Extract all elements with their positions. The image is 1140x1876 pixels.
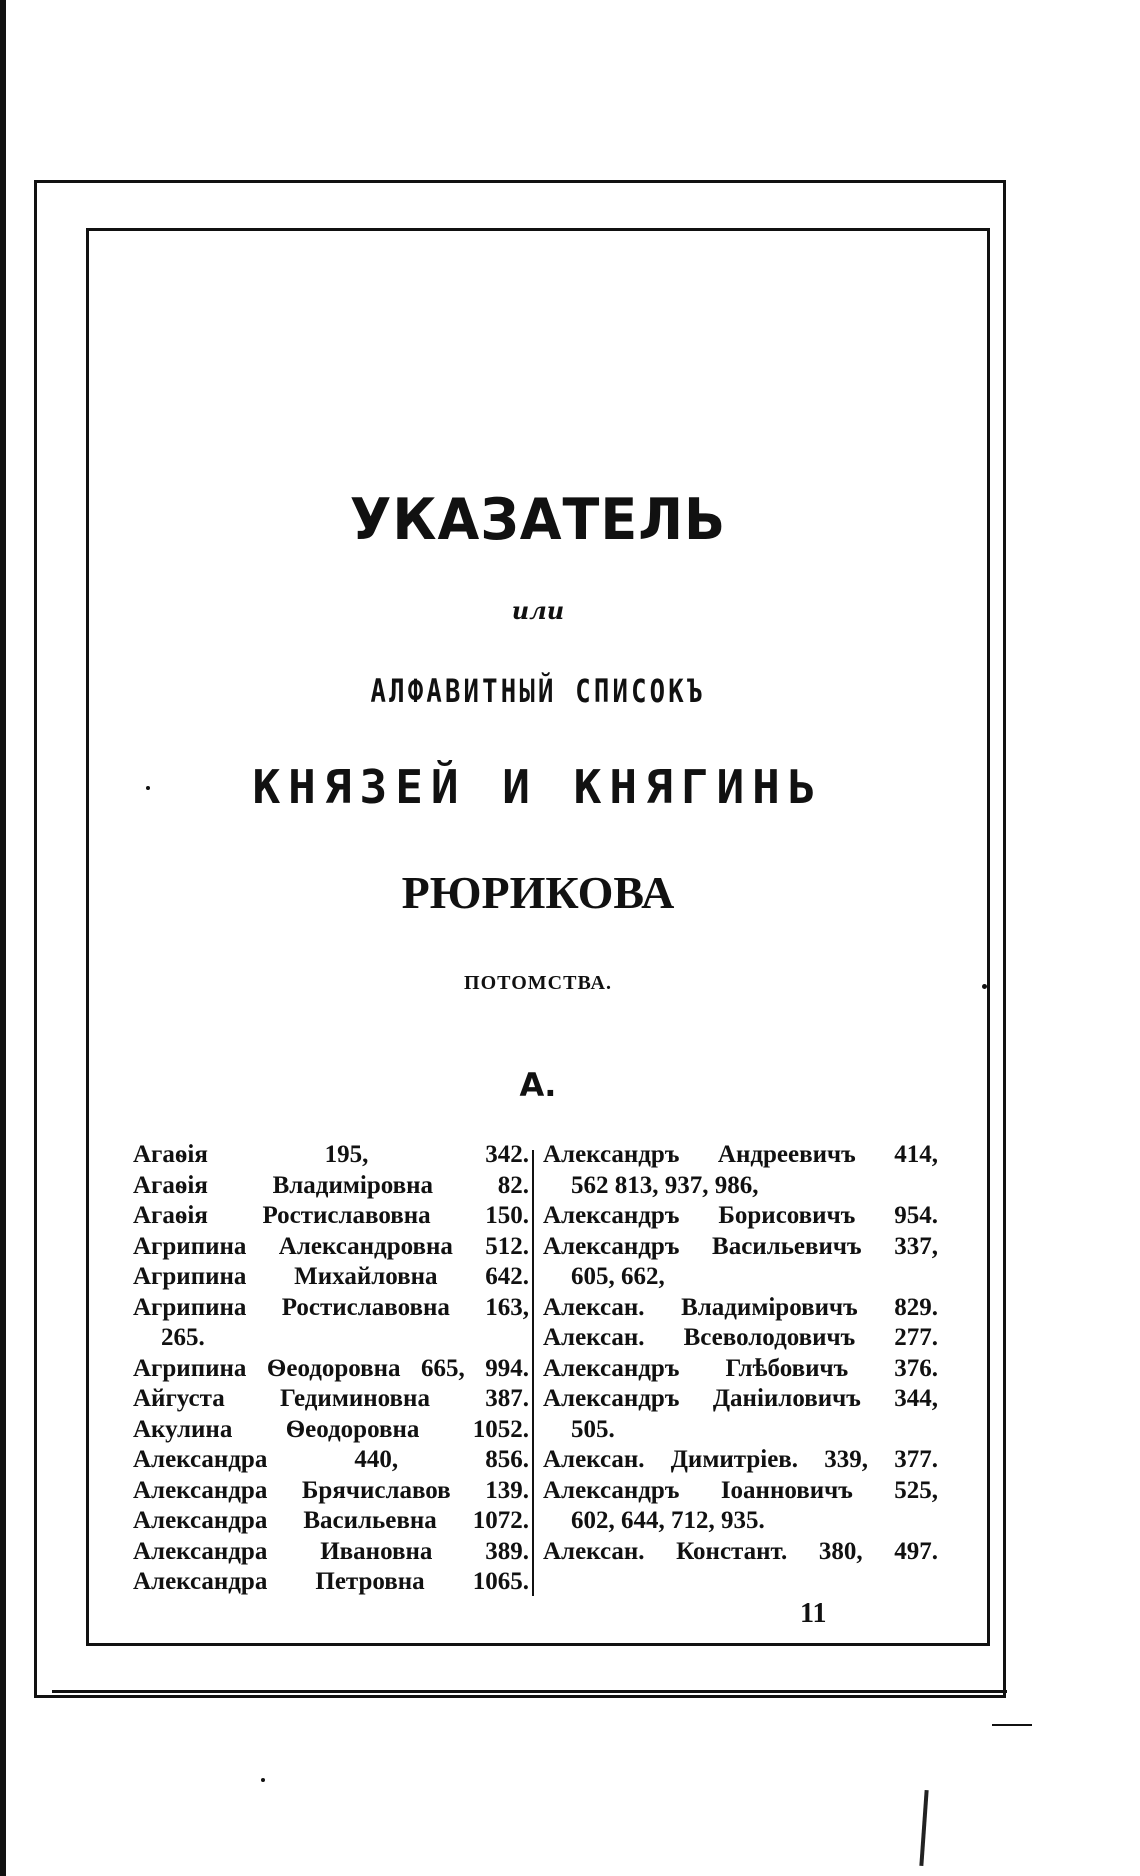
index-entry xyxy=(133,1354,529,1385)
index-entry xyxy=(543,1232,938,1293)
index-entry xyxy=(133,1140,529,1171)
index-entry-line: Агрипина Михайловна 642. xyxy=(133,1263,529,1290)
title-main: УКАЗАТЕЛЬ xyxy=(349,486,727,553)
index-entry xyxy=(543,1293,938,1324)
index-entry-line: Агаѳія 195, 342. xyxy=(133,1141,529,1168)
index-entry xyxy=(133,1567,529,1598)
index-entry-line: Александръ Борисовичъ 954. xyxy=(543,1202,938,1229)
section-letter: А. xyxy=(519,1066,557,1104)
index-entry xyxy=(543,1445,938,1476)
index-entry-line: Александръ Андреевичъ 414, xyxy=(543,1141,938,1168)
index-entry xyxy=(133,1445,529,1476)
index-entry xyxy=(133,1262,529,1293)
index-entry xyxy=(543,1140,938,1201)
index-entry xyxy=(543,1537,938,1568)
index-entry xyxy=(133,1415,529,1446)
index-entry-line: Агрипина Ѳеодоровна 665, 994. xyxy=(133,1354,529,1382)
index-entry-line: Агрипина Ростиславовна 163, xyxy=(133,1293,529,1321)
index-entry xyxy=(133,1201,529,1232)
index-entry xyxy=(133,1384,529,1415)
scan-speck xyxy=(261,1778,265,1782)
index-entry-line: Агаѳія Ростиславовна 150. xyxy=(133,1202,529,1229)
margin-ink-mark xyxy=(919,1790,928,1866)
index-entry xyxy=(543,1476,938,1537)
index-entry-continuation: 605, 662, xyxy=(571,1263,665,1290)
title-rurik: РЮРИКОВА xyxy=(401,867,675,918)
index-entry xyxy=(133,1232,529,1263)
index-entry-line: Алексан. Димитріев. 339, 377. xyxy=(543,1446,938,1473)
index-entry-line: Александръ Васильевичъ 337, xyxy=(543,1232,938,1260)
index-entry xyxy=(543,1323,938,1354)
scan-left-edge xyxy=(0,0,6,1876)
index-entry-line: Айгуста Гедиминовна 387. xyxy=(133,1385,529,1412)
index-column-right xyxy=(543,1140,938,1567)
outer-border-shadow xyxy=(52,1690,1007,1693)
index-entry-line: Александръ Глѣбовичъ 376. xyxy=(543,1354,938,1382)
index-entry-line: Александра Петровна 1065. xyxy=(133,1568,529,1595)
title-alphabetic-list: АЛФАВИТНЫЙ СПИСОКЪ xyxy=(370,672,706,710)
index-entry-line: Агаѳія Владиміровна 82. xyxy=(133,1171,529,1199)
index-entry xyxy=(133,1476,529,1507)
index-entry-line: Агрипина Александровна 512. xyxy=(133,1232,529,1260)
index-entry-continuation: 265. xyxy=(161,1324,205,1351)
index-entry xyxy=(133,1293,529,1354)
index-entry-line: Алексан. Всеволодовичъ 277. xyxy=(543,1324,938,1351)
index-entry xyxy=(543,1354,938,1385)
index-entry-continuation: 602, 644, 712, 935. xyxy=(571,1507,765,1534)
title-princes-princesses: КНЯЗЕЙ И КНЯГИНЬ xyxy=(252,760,824,814)
index-entry-continuation: 562 813, 937, 986, xyxy=(571,1171,759,1199)
index-entry-line: Александръ Іоанновичъ 525, xyxy=(543,1476,938,1504)
index-entry-line: Александра 440, 856. xyxy=(133,1446,529,1473)
index-entry-continuation: 505. xyxy=(571,1415,615,1443)
index-entry xyxy=(543,1201,938,1232)
index-entry-line: Александра Брячиславов 139. xyxy=(133,1476,529,1504)
index-entry xyxy=(543,1384,938,1445)
scan-speck xyxy=(982,984,987,989)
index-entry-line: Алексан. Владиміровичъ 829. xyxy=(543,1293,938,1321)
index-entry-line: Акулина Ѳеодоровна 1052. xyxy=(133,1415,529,1443)
title-descent: ПОТОМСТВА. xyxy=(464,972,612,994)
index-entry-line: Александра Ивановна 389. xyxy=(133,1537,529,1565)
index-entry-line: Алексан. Констант. 380, 497. xyxy=(543,1537,938,1565)
title-connector: или xyxy=(511,596,565,625)
index-entry-line: Александръ Даніиловичъ 344, xyxy=(543,1385,938,1412)
index-entry-line: Александра Васильевна 1072. xyxy=(133,1507,529,1534)
index-column-left xyxy=(133,1140,529,1598)
index-entry xyxy=(133,1171,529,1202)
index-entry xyxy=(133,1506,529,1537)
page-number: 11 xyxy=(800,1598,827,1629)
margin-rule xyxy=(992,1724,1032,1726)
index-entry xyxy=(133,1537,529,1568)
column-divider xyxy=(532,1150,534,1596)
scan-speck xyxy=(146,786,150,790)
